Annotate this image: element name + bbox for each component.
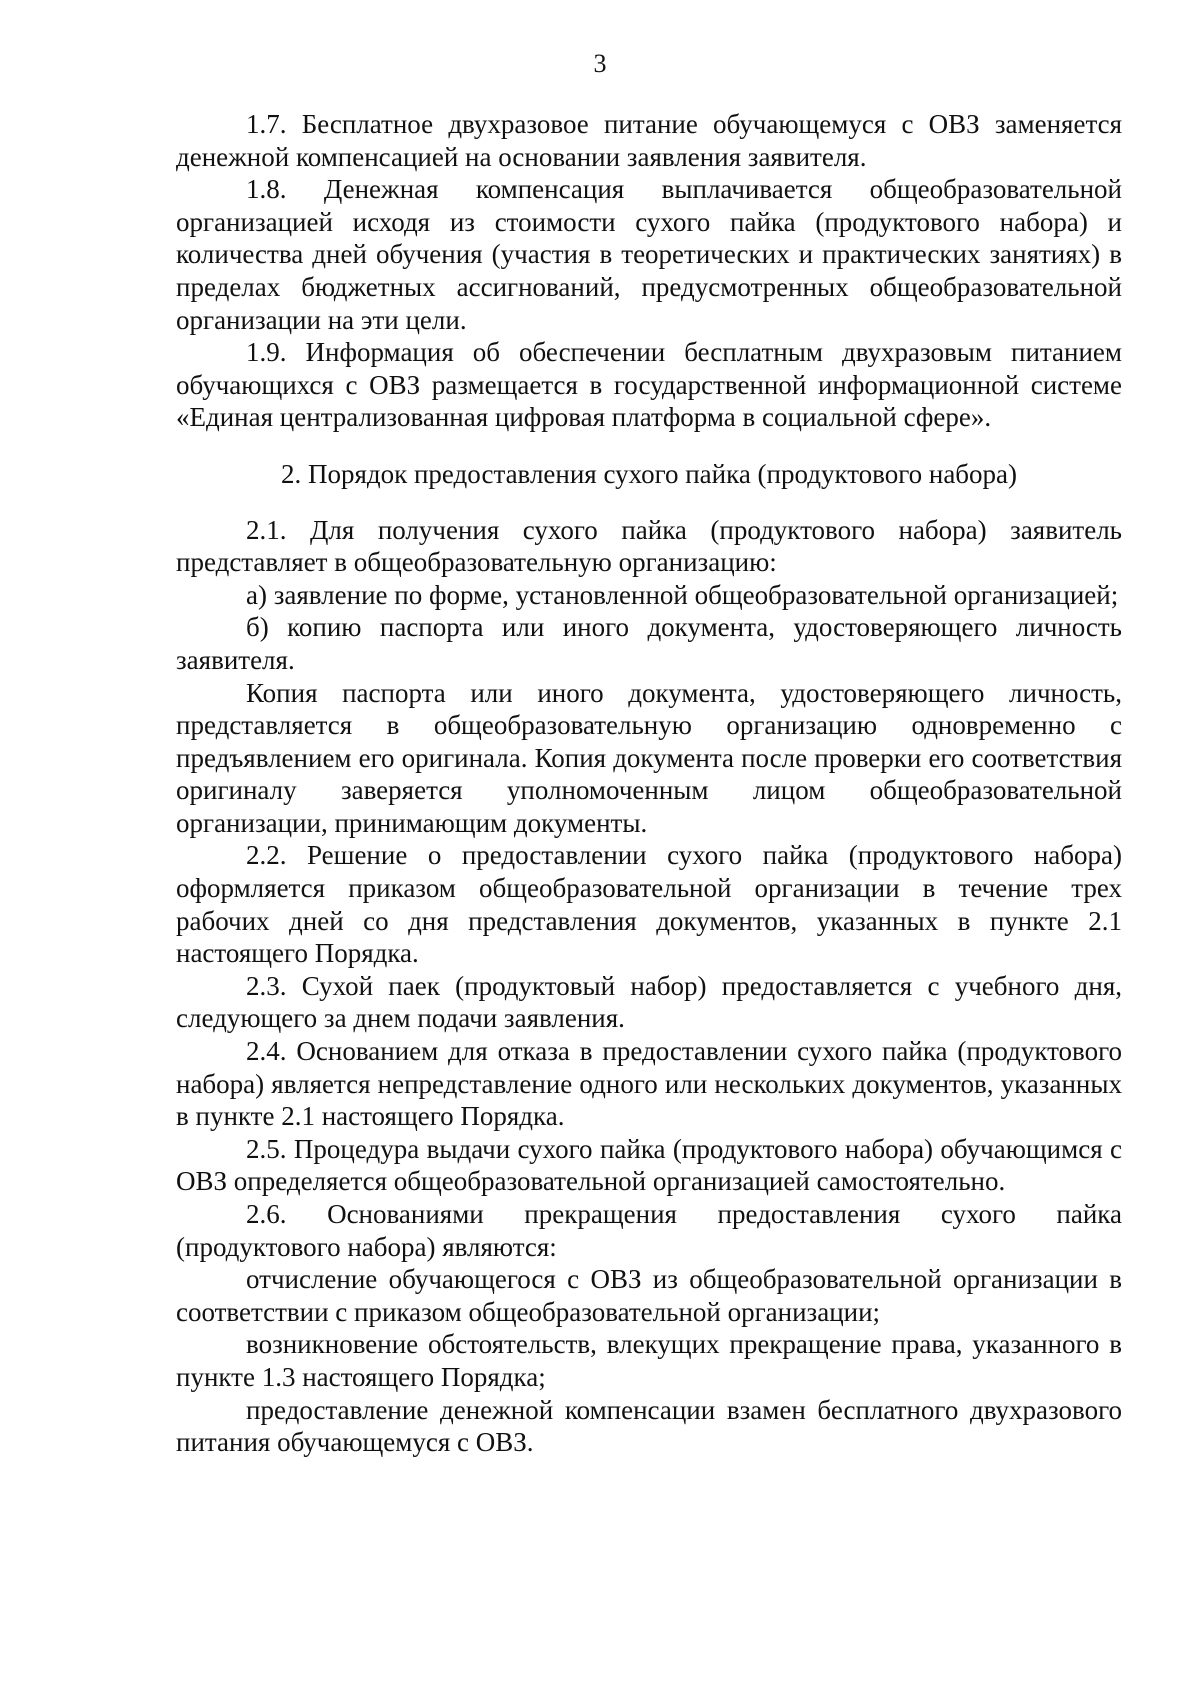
paragraph-2-3: 2.3. Сухой паек (продуктовый набор) предоставляется с учебного дня, следующего за днем подачи заявления. [176,970,1122,1034]
paragraph-2-6: 2.6. Основаниями прекращения предоставления сухого пайка (продуктового набора) являются: [176,1199,1122,1262]
paragraph-2-1: 2.1. Для получения сухого пайка (продуктового набора) заявитель представляет в общеобразовательную организацию: [176,514,1122,578]
paragraph-1-7: 1.7. Бесплатное двухразовое питание обучающемуся с ОВЗ заменяется денежной компенсацией на основании заявления заявителя. [176,109,1122,172]
paragraph-1-9: 1.9. Информация об обеспечении бесплатным двухразовым питанием обучающихся с ОВЗ размещается в государственной информационной системе «Единая централизованная цифровая платформа в социальной сфере». [176,337,1122,433]
document-body [176,108,1122,1459]
paragraph-copy-passport: Копия паспорта или иного документа, удостоверяющего личность, представляется в общеобразовательную организацию одновременно с предъявлением его оригинала. Копия документа после проверки его соответствия оригиналу заверяется уполномоченным лицом общеобразовательной организации, принимающим документы. [176,677,1122,838]
page-number: 3 [593,49,607,78]
paragraph-2-5: 2.5. Процедура выдачи сухого пайка (продуктового набора) обучающимся с ОВЗ определяется общеобразовательной организацией самостоятельно. [176,1133,1122,1197]
termination-ground-circumstances: возникновение обстоятельств, влекущих прекращение права, указанного в пункте 1.3 настоящего Порядка; [176,1329,1122,1392]
section-heading-2: 2. Порядок предоставления сухого пайка (продуктового набора) [280,458,1018,489]
paragraph-2-4: 2.4. Основанием для отказа в предоставлении сухого пайка (продуктового набора) является непредставление одного или нескольких документов, указанных в пункте 2.1 настоящего Порядка. [176,1036,1122,1132]
paragraph-2-2: 2.2. Решение о предоставлении сухого пайка (продуктового набора) оформляется приказом общеобразовательной организации в течение трех рабочих дней со дня представления документов, указанных в пункте 2.1 настоящего Порядка. [176,840,1122,969]
list-item-b: б) копию паспорта или иного документа, удостоверяющего личность заявителя. [176,612,1122,675]
paragraph-1-8: 1.8. Денежная компенсация выплачивается общеобразовательной организацией исходя из стоимости сухого пайка (продуктового набора) и количества дней обучения (участия в теоретических и практических занятиях) в пределах бюджетных ассигнований, предусмотренных общеобразовательной организации на эти цели. [176,174,1122,335]
termination-ground-compensation: предоставление денежной компенсации взамен бесплатного двухразового питания обучающемуся с ОВЗ. [176,1394,1122,1458]
termination-ground-expulsion: отчисление обучающегося с ОВЗ из общеобразовательной организации в соответствии с приказом общеобразовательной организации; [176,1264,1122,1327]
list-item-a: а) заявление по форме, установленной общеобразовательной организацией; [246,579,1119,610]
